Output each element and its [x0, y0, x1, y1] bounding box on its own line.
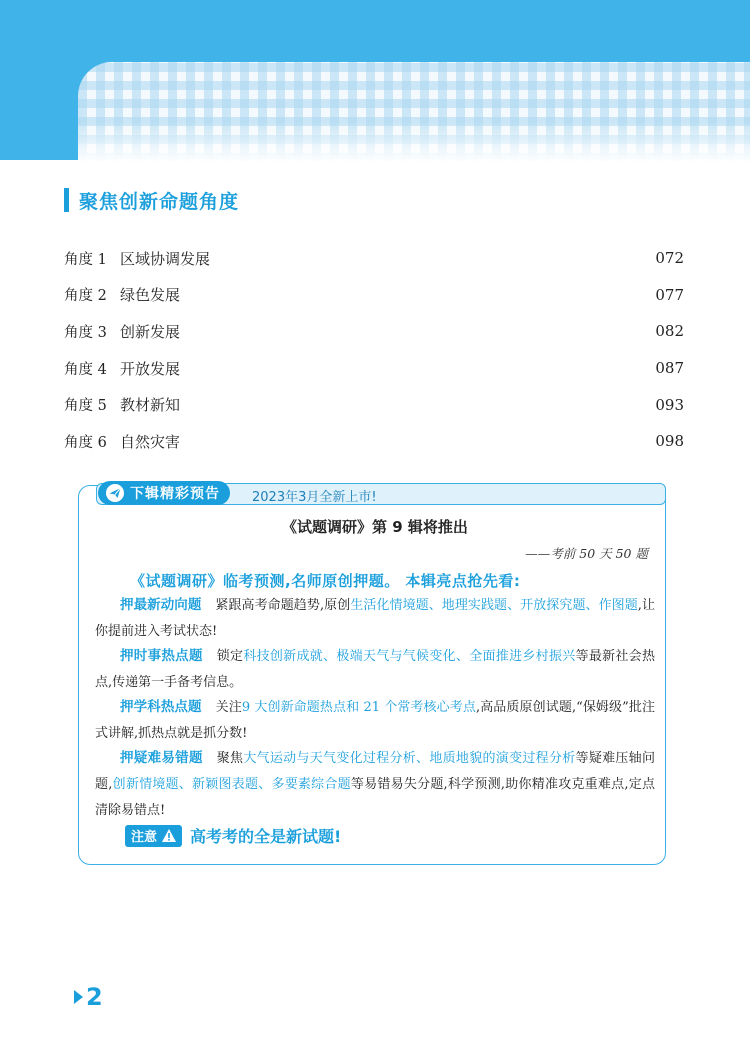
item-text: 锁定 — [216, 649, 244, 664]
preview-tab-label: 下辑精彩预告 — [130, 486, 220, 502]
toc-page: 087 — [655, 359, 684, 378]
item-highlight: 生活化情境题、地理实践题、开放探究题、作图题 — [350, 598, 638, 613]
toc-title: 创新发展 — [120, 322, 181, 341]
toc-page: 098 — [655, 432, 684, 451]
item-text: 紧跟高考命题趋势,原创 — [215, 598, 351, 613]
item-text: 等易错易失分题,科学预测,助你精准攻克重难点,定点清除易错点! — [95, 777, 655, 818]
toc-row[interactable] — [64, 423, 684, 460]
toc-title: 自然灾害 — [120, 432, 181, 451]
toc-number: 角度 1 — [64, 251, 107, 268]
highlight-item — [95, 745, 655, 824]
item-lead: 押学科热点题 — [120, 699, 202, 715]
launch-date: 2023年3月全新上市! — [252, 489, 377, 505]
notice-label: 注意 — [131, 830, 158, 845]
item-text: ,高品质原创试题,“保姆级”批注式讲解,抓热点就是抓分数! — [95, 700, 655, 741]
header-checker-pattern — [78, 62, 750, 162]
toc-row[interactable] — [64, 240, 684, 277]
item-lead: 押疑难易错题 — [120, 750, 203, 766]
item-lead: 押时事热点题 — [120, 648, 203, 664]
highlight-item — [95, 592, 655, 645]
highlight-item — [95, 694, 655, 747]
notice — [125, 824, 341, 847]
toc-number: 角度 6 — [64, 434, 107, 451]
toc-title: 区域协调发展 — [120, 249, 211, 268]
page-number — [74, 983, 103, 1011]
toc-row[interactable] — [64, 386, 684, 423]
preview-subtitle: ——考前 50 天 50 题 — [525, 546, 648, 561]
toc-title: 开放发展 — [120, 359, 181, 378]
toc-row[interactable] — [64, 350, 684, 387]
paper-plane-icon — [104, 482, 126, 504]
section-title-bar — [64, 188, 69, 212]
toc-page: 082 — [655, 322, 684, 341]
item-highlight: 大气运动与天气变化过程分析、地质地貌的演变过程分析 — [243, 751, 576, 766]
toc-title: 教材新知 — [120, 396, 181, 415]
toc-page: 077 — [655, 285, 684, 304]
toc-number: 角度 2 — [64, 288, 107, 305]
item-highlight: 创新情境题、新颖图表题、多要素综合题 — [112, 777, 351, 792]
toc-page: 072 — [655, 249, 684, 268]
preview-intro: 《试题调研》临考预测,名师原创押题。 本辑亮点抢先看: — [130, 572, 521, 590]
preview-tab — [98, 481, 230, 505]
item-text: ,让你提前进入考试状态! — [95, 598, 655, 639]
item-highlight: 9 大创新命题热点和 21 个常考核心考点 — [241, 700, 476, 715]
page-number-value: 2 — [86, 983, 103, 1011]
toc-title: 绿色发展 — [120, 286, 181, 305]
item-text: 等最新社会热点,传递第一手备考信息。 — [95, 649, 655, 690]
section-title: 聚焦创新命题角度 — [77, 187, 241, 214]
toc-row[interactable] — [64, 313, 684, 350]
item-lead: 押最新动向题 — [120, 597, 202, 613]
toc-number: 角度 5 — [64, 398, 107, 415]
toc-number: 角度 4 — [64, 361, 107, 378]
item-text: 关注 — [215, 700, 242, 715]
warning-icon — [161, 828, 177, 843]
table-of-contents — [64, 240, 684, 460]
section-header — [64, 185, 241, 215]
notice-text: 高考考的全是新试题! — [190, 827, 342, 846]
toc-number: 角度 3 — [64, 324, 107, 341]
toc-row[interactable] — [64, 277, 684, 314]
toc-page: 093 — [655, 395, 684, 414]
item-highlight: 科技创新成就、极端天气与气候变化、全面推进乡村振兴 — [243, 649, 576, 664]
page-marker-icon — [74, 990, 83, 1004]
preview-heading: 《试题调研》第 9 辑将推出 — [282, 518, 468, 536]
highlight-item — [95, 643, 655, 696]
item-text: 等疑难压轴问题, — [95, 751, 655, 792]
notice-badge — [125, 825, 182, 847]
item-text: 聚焦 — [216, 751, 244, 766]
